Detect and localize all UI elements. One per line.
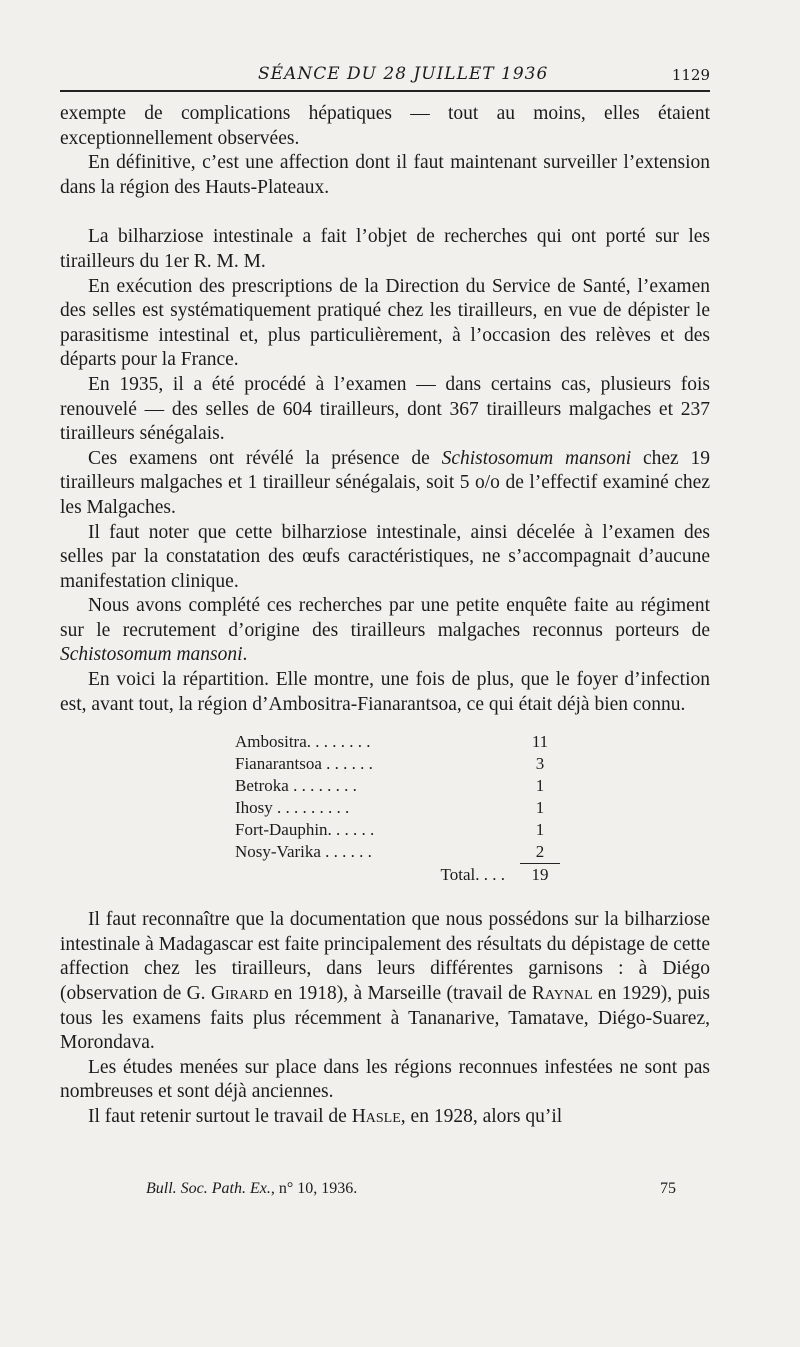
total-label: Total. . . . bbox=[440, 865, 505, 885]
distribution-table bbox=[235, 731, 565, 886]
paragraph-10 bbox=[60, 908, 710, 1056]
paragraph-12-text-b: , en 1928, alors qu’il bbox=[400, 1106, 563, 1127]
paragraph-1: exempte de complications hépatiques — tout au moins, elles étaient exceptionnellement observées. bbox=[60, 103, 710, 149]
running-header bbox=[60, 60, 710, 92]
row-name: Nosy-Varika . . . . . . bbox=[235, 842, 372, 862]
signature-mark: 75 bbox=[660, 1180, 676, 1197]
author-name: Hasle bbox=[351, 1106, 401, 1127]
author-name: Raynal bbox=[531, 983, 593, 1005]
row-name: Fianarantsoa . . . . . . bbox=[235, 754, 373, 774]
table-row bbox=[235, 797, 565, 819]
row-value: 2 bbox=[520, 841, 560, 864]
row-name: Ihosy . . . . . . . . . bbox=[235, 798, 350, 818]
paragraph-8-text-a: Nous avons complété ces recherches par une petite enquête faite au régiment sur le recrutement d’origine des tirailleurs malgaches reconnus porteurs de bbox=[60, 595, 710, 641]
table-row bbox=[235, 775, 565, 797]
row-value: 1 bbox=[535, 776, 545, 796]
paragraph-5: En 1935, il a été procédé à l’examen — dans certains cas, plusieurs fois renouvelé — des selles de 604 tirailleurs, dont 367 tirailleurs malgaches et 237 tirailleurs sénégalais. bbox=[60, 373, 710, 445]
header-title: SÉANCE DU 28 JUILLET 1936 bbox=[258, 64, 549, 84]
paragraph-6-text-b: chez 19 tirailleurs malgaches et 1 tirailleur sénégalais, soit 5 o/o de l’effectif examiné chez les Malgaches. bbox=[60, 447, 711, 518]
row-name: Ambositra. . . . . . . . bbox=[235, 732, 371, 752]
table-total-row bbox=[235, 864, 565, 886]
paragraph-8-text-b: . bbox=[242, 644, 248, 666]
paragraph-3: La bilharziose intestinale a fait l’objet de recherches qui ont porté sur les tirailleurs du 1er R. M. M. bbox=[60, 226, 710, 272]
paragraph-9: En voici la répartition. Elle montre, une fois de plus, que le foyer d’infection est, avant tout, la région d’Ambositra-Fianarantsoa, ce qui était déjà bien connu. bbox=[60, 669, 710, 715]
table-row bbox=[235, 819, 565, 841]
row-name: Fort-Dauphin. . . . . . bbox=[235, 820, 375, 840]
paragraph-10-text-c: en 1929), puis tous les examens faits plus récemment à Tananarive, Tamatave, Diégo-Suarez, Morondava. bbox=[60, 983, 711, 1054]
row-name: Betroka . . . . . . . . bbox=[235, 776, 357, 796]
page-number: 1129 bbox=[671, 66, 710, 84]
paragraph-11: Les études menées sur place dans les régions reconnues infestées ne sont pas nombreuses et sont déjà anciennes. bbox=[60, 1056, 710, 1103]
table-row bbox=[235, 841, 565, 864]
row-value: 1 bbox=[535, 820, 545, 840]
paragraph-7: Il faut noter que cette bilharziose intestinale, ainsi décelée à l’examen des selles par la constatation des œufs caractéristiques, ne s’accompagnait d’aucune manifestation clinique. bbox=[60, 521, 710, 592]
row-value-cell bbox=[515, 841, 565, 864]
author-name: Girard bbox=[210, 983, 269, 1005]
table-row bbox=[235, 731, 565, 753]
species-name: Schistosomum mansoni bbox=[60, 644, 243, 666]
paragraph-6-text-a: Ces examens ont révélé la présence de bbox=[88, 447, 442, 469]
article-body bbox=[60, 102, 710, 1130]
table-row bbox=[235, 753, 565, 775]
paragraph-12 bbox=[60, 1105, 710, 1130]
row-value: 3 bbox=[535, 754, 545, 774]
paragraph-12-text-a: Il faut retenir surtout le travail de bbox=[88, 1106, 352, 1127]
footer bbox=[146, 1180, 676, 1198]
paragraph-10-text-b: en 1918), à Marseille (travail de bbox=[268, 983, 532, 1005]
row-value: 1 bbox=[535, 798, 545, 818]
paragraph-4: En exécution des prescriptions de la Direction du Service de Santé, l’examen des selles est systématiquement pratiqué chez les tirailleurs, en vue de dépister le parasitisme intestinal et, plus particulièrement, à l’occasion des relèves et des départs pour la France. bbox=[60, 275, 710, 371]
total-value: 19 bbox=[531, 865, 549, 885]
paragraph-8 bbox=[60, 594, 710, 668]
paragraph-10-text-a: Il faut reconnaître que la documentation que nous possédons sur la bilharziose intestinale à Madagascar est faite principalement des résultats du dépistage de cette affection chez les tirailleurs, dans leurs différentes garnisons : à Diégo (observation de G. bbox=[60, 909, 710, 1005]
species-name: Schistosomum mansoni bbox=[441, 447, 632, 469]
paragraph-2: En définitive, c’est une affection dont il faut maintenant surveiller l’extension dans la région des Hauts-Plateaux. bbox=[60, 152, 710, 198]
paragraph-6 bbox=[60, 447, 710, 521]
journal-ref: Bull. Soc. Path. Ex. bbox=[146, 1180, 271, 1197]
row-value: 11 bbox=[531, 732, 549, 752]
journal-issue: , n° 10, 1936. bbox=[270, 1180, 358, 1197]
